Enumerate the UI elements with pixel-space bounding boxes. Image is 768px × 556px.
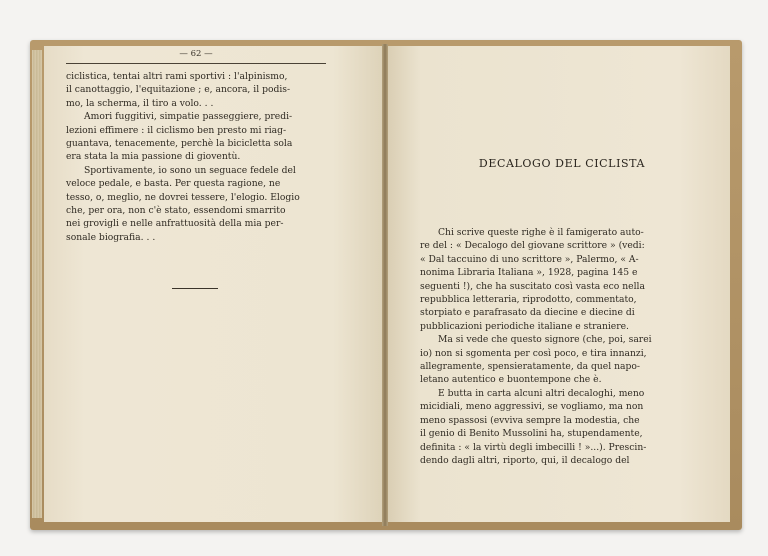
text-line: io) non si sgomenta per così poco, e tira innanzi, <box>420 347 647 359</box>
text-line: pubblicazioni periodiche italiane e straniere. <box>420 320 629 332</box>
text-line: veloce pedale, e basta. Per questa ragione, ne <box>66 178 281 190</box>
header-rule <box>66 63 326 64</box>
text-line: allegramente, spensieratamente, da quel napo- <box>420 361 640 373</box>
text-line: letano autentico e buontempone che è. <box>420 374 602 386</box>
page-edges <box>32 50 42 518</box>
right-page-text <box>420 226 704 467</box>
text-line: dendo dagli altri, riporto, qui, il decalogo del <box>420 454 630 466</box>
text-line: « Dal taccuino di uno scrittore », Palermo, « A- <box>420 253 639 265</box>
text-line: mo, la scherma, il tiro a volo. . . <box>66 97 214 109</box>
text-line: il canottaggio, l'equitazione ; e, ancora, il podis- <box>66 84 291 96</box>
text-line: ciclistica, tentai altri rami sportivi : l'alpinismo, <box>66 71 288 82</box>
text-line: che, per ora, non c'è stato, essendomi smarrito <box>66 205 286 217</box>
text-line: tesso, o, meglio, ne dovrei tessere, l'elogio. Elogio <box>66 191 300 203</box>
text-line: nei grovigli e nelle anfrattuosità della mia per- <box>66 218 284 230</box>
book-gutter <box>382 44 388 526</box>
text-line: Ma si vede che questo signore (che, poi, sarei <box>438 334 652 346</box>
text-line: storpiato e parafrasato da diecine e diecine di <box>420 307 635 319</box>
text-line: micidiali, meno aggressivi, se vogliamo, ma non <box>420 401 644 413</box>
text-line: guantava, tenacemente, perchè la bicicletta sola <box>66 138 293 150</box>
section-end-rule <box>172 288 218 289</box>
text-line: Chi scrive queste righe è il famigerato auto- <box>438 227 644 238</box>
text-line: Sportivamente, io sono un seguace fedele del <box>84 164 296 176</box>
text-line: sonale biografia. . . <box>66 231 156 243</box>
text-line: repubblica letteraria, riprodotto, commentato, <box>420 294 637 306</box>
text-line: seguenti !), che ha suscitato così vasta eco nella <box>420 280 645 292</box>
text-line: nonima Libraria Italiana », 1928, pagina 145 e <box>420 267 638 279</box>
text-line: Amori fuggitivi, simpatie passeggiere, predi- <box>84 111 293 123</box>
text-line: definita : « la virtù degli imbecilli ! »...). Prescin- <box>420 441 647 453</box>
text-line: era stata la mia passione di gioventù. <box>66 151 241 163</box>
text-line: E butta in carta alcuni altri decaloghi, meno <box>438 387 645 399</box>
text-line: lezioni effimere : il ciclismo ben presto mi riag- <box>66 124 287 136</box>
chapter-title: DECALOGO DEL CICLISTA <box>478 157 646 170</box>
left-page-text <box>66 70 328 244</box>
page-number: — 62 — <box>179 49 213 59</box>
text-line: re del : « Decalogo del giovane scrittore » (vedi: <box>420 240 645 252</box>
text-line: meno spassosi (evviva sempre la modestia, che <box>420 414 640 426</box>
text-line: il genio di Benito Mussolini ha, stupendamente, <box>420 428 643 440</box>
